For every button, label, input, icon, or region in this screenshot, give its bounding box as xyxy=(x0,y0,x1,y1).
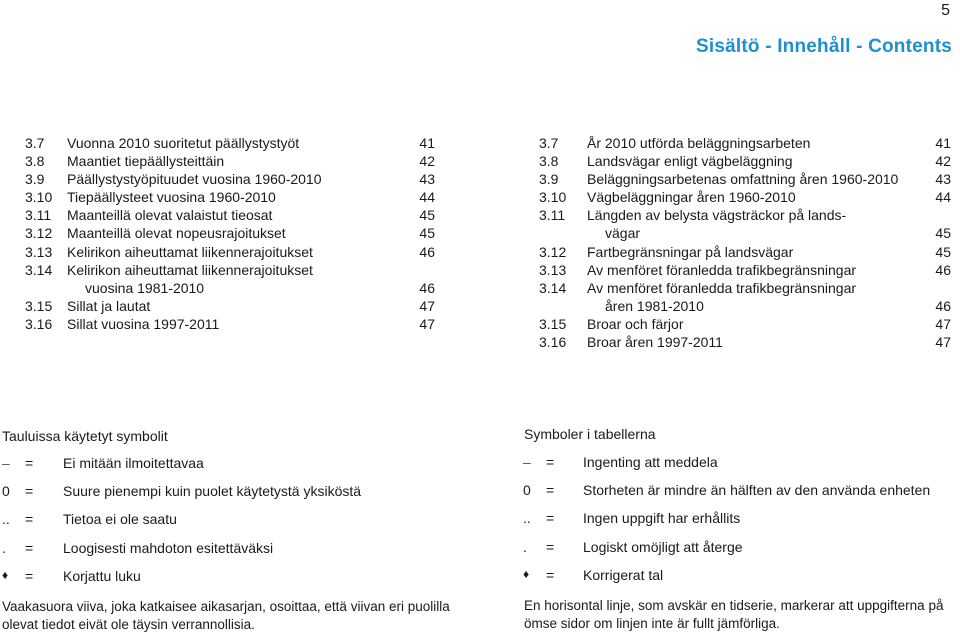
symbol-row xyxy=(2,455,442,473)
symbol-row xyxy=(523,454,960,472)
symbol-mark: 0 xyxy=(523,482,531,499)
toc-entry xyxy=(539,188,951,206)
toc-entry-number: 3.8 xyxy=(25,153,45,170)
toc-entry-page: 46 xyxy=(419,279,435,296)
toc-entry-number: 3.15 xyxy=(539,315,567,332)
symbol-meaning: Loogisesti mahdoton esitettäväksi xyxy=(63,539,274,556)
toc-entry-title: Maanteillä olevat valaistut tieosat xyxy=(67,207,273,224)
toc-entry xyxy=(25,170,435,188)
symbol-mark: 0 xyxy=(2,483,10,500)
symbol-equals: = xyxy=(546,538,555,555)
dash-icon: – xyxy=(523,454,531,470)
toc-entry-page: 44 xyxy=(935,189,951,206)
toc-entry-page: 47 xyxy=(935,315,951,332)
toc-entry-title: åren 1981-2010 xyxy=(605,297,704,314)
symbol-row xyxy=(523,539,960,557)
toc-entry-number: 3.14 xyxy=(25,261,53,278)
toc-entry xyxy=(539,152,951,170)
toc-entry-page: 41 xyxy=(935,135,951,151)
toc-entry xyxy=(25,315,435,333)
toc-entry-page: 45 xyxy=(419,225,435,242)
toc-entry-page: 46 xyxy=(419,243,435,260)
toc-entry xyxy=(539,134,951,152)
toc-entry xyxy=(539,261,951,279)
symbol-mark: . xyxy=(2,539,6,556)
toc-entry-page: 47 xyxy=(419,297,435,314)
diamond-icon: ♦ xyxy=(523,566,530,581)
toc-entry xyxy=(539,243,951,261)
symbols-note-fi: Vaakasuora viiva, joka katkaisee aikasarjan, osoittaa, että viivan eri puolilla olevat tiedot eivät ole täysin verrannollisia. xyxy=(2,599,450,632)
toc-entry-title: Broar och färjor xyxy=(587,315,684,332)
toc-entry-page: 45 xyxy=(935,243,951,260)
toc-entry-title: Broar åren 1997-2011 xyxy=(587,334,723,351)
toc-entry-number: 3.11 xyxy=(539,207,566,224)
symbol-equals: = xyxy=(25,511,34,528)
toc-entry-number: 3.9 xyxy=(25,171,45,188)
toc-entry-title: Beläggningsarbetenas omfattning åren 1960-2010 xyxy=(587,171,899,188)
toc-entry-number: 3.16 xyxy=(539,334,567,351)
symbols-note-sv: En horisontal linje, som avskär en tidserie, markerar att uppgifterna på ömse sidor om linjen inte är fullt jämförliga. xyxy=(524,598,944,631)
toc-entry-number: 3.10 xyxy=(539,189,567,206)
toc-entry xyxy=(25,152,435,170)
toc-entry-title: År 2010 utförda beläggningsarbeten xyxy=(587,135,811,151)
symbol-equals: = xyxy=(25,455,34,471)
symbol-equals: = xyxy=(25,539,34,556)
toc-entry-title: Fartbegränsningar på landsvägar xyxy=(587,243,794,260)
toc-entry-page: 44 xyxy=(419,189,435,206)
toc-entry xyxy=(25,188,435,206)
toc-entry-title: Vuonna 2010 suoritetut päällystystyöt xyxy=(67,135,300,151)
toc-entry-page: 43 xyxy=(419,171,435,188)
toc-entry-title: Päällystystyöpituudet vuosina 1960-2010 xyxy=(67,171,322,188)
toc-entry-number: 3.13 xyxy=(25,243,53,260)
toc-entry xyxy=(25,134,435,152)
toc-entry xyxy=(539,315,951,333)
toc-entry-page: 45 xyxy=(419,207,435,224)
toc-entry xyxy=(25,206,435,224)
toc-entry-title: Sillat vuosina 1997-2011 xyxy=(67,315,220,332)
toc-entry xyxy=(25,279,435,297)
toc-entry xyxy=(25,224,435,242)
toc-entry-number: 3.7 xyxy=(25,135,45,151)
symbol-mark: . xyxy=(523,538,527,555)
symbol-row xyxy=(523,482,960,500)
toc-entry-page: 42 xyxy=(419,153,435,170)
symbol-meaning: Logiskt omöjligt att återge xyxy=(583,538,743,555)
symbol-equals: = xyxy=(546,482,555,499)
toc-entry-number: 3.12 xyxy=(539,243,567,260)
toc-entry xyxy=(539,224,951,242)
toc-entry-page: 42 xyxy=(935,153,951,170)
toc-entry-title: Landsvägar enligt vägbeläggning xyxy=(587,153,793,170)
toc-entry xyxy=(539,279,951,297)
page-heading: Sisältö - Innehåll - Contents xyxy=(696,36,952,57)
toc-entry-page: 46 xyxy=(935,297,951,314)
symbol-equals: = xyxy=(546,454,555,470)
diamond-icon: ♦ xyxy=(2,567,9,582)
toc-entry-title: Av menföret föranledda trafikbegränsningar xyxy=(587,261,857,278)
toc-entry-title: vägar xyxy=(605,225,641,242)
toc-entry-title: Längden av belysta vägsträckor på lands- xyxy=(587,207,847,224)
symbol-row xyxy=(523,510,960,528)
toc-entry-title: Sillat ja lautat xyxy=(67,297,151,314)
toc-entry-page: 46 xyxy=(935,261,951,278)
symbol-meaning: Ingenting att meddela xyxy=(583,454,718,470)
symbol-meaning: Korrigerat tal xyxy=(583,566,664,583)
toc-entry-number: 3.13 xyxy=(539,261,567,278)
toc-entry-number: 3.12 xyxy=(25,225,53,242)
toc-entry-page: 47 xyxy=(419,315,435,332)
toc-entry-title: Kelirikon aiheuttamat liikennerajoitukset xyxy=(67,243,313,260)
toc-entry-number: 3.10 xyxy=(25,189,53,206)
dash-icon: – xyxy=(2,455,10,471)
toc-entry-page: 45 xyxy=(935,225,951,242)
symbol-meaning: Tietoa ei ole saatu xyxy=(63,511,177,528)
symbol-row xyxy=(2,511,442,529)
page-number: 5 xyxy=(941,2,950,19)
symbol-equals: = xyxy=(25,567,34,584)
toc-entry-title: Tiepäällysteet vuosina 1960-2010 xyxy=(67,189,276,206)
toc-entry-title: Kelirikon aiheuttamat liikennerajoitukset xyxy=(67,261,313,278)
toc-entry-title: Maantiet tiepäällysteittäin xyxy=(67,153,225,170)
symbol-row xyxy=(2,568,442,586)
toc-entry-page: 43 xyxy=(935,171,951,188)
toc-entry xyxy=(539,206,951,224)
toc-entry-number: 3.8 xyxy=(539,153,559,170)
toc-finnish xyxy=(25,134,435,333)
toc-swedish xyxy=(539,134,951,351)
symbol-equals: = xyxy=(546,510,555,527)
symbol-meaning: Storheten är mindre än hälften av den använda enheten xyxy=(583,482,931,499)
symbol-row xyxy=(523,567,960,585)
toc-entry xyxy=(25,261,435,279)
symbol-equals: = xyxy=(546,566,555,583)
symbol-meaning: Suure pienempi kuin puolet käytetystä yksiköstä xyxy=(63,483,362,500)
symbols-title-fi: Tauluissa käytetyt symbolit xyxy=(2,428,168,444)
toc-entry-page: 41 xyxy=(419,135,435,151)
symbol-meaning: Ei mitään ilmoitettavaa xyxy=(63,455,204,471)
symbol-mark: .. xyxy=(523,510,531,527)
symbol-equals: = xyxy=(25,483,34,500)
toc-entry xyxy=(25,297,435,315)
toc-entry-title: Maanteillä olevat nopeusrajoitukset xyxy=(67,225,286,242)
symbol-mark: .. xyxy=(2,511,10,528)
toc-entry-number: 3.9 xyxy=(539,171,559,188)
toc-entry-number: 3.14 xyxy=(539,279,567,296)
symbol-row xyxy=(2,483,442,501)
toc-entry-page: 47 xyxy=(935,334,951,351)
toc-entry-number: 3.16 xyxy=(25,315,53,332)
toc-entry xyxy=(539,333,951,351)
symbol-meaning: Korjattu luku xyxy=(63,567,141,584)
symbol-meaning: Ingen uppgift har erhållits xyxy=(583,510,741,527)
symbol-row xyxy=(2,540,442,558)
toc-entry xyxy=(539,170,951,188)
toc-entry xyxy=(539,297,951,315)
toc-entry-title: Vägbeläggningar åren 1960-2010 xyxy=(587,189,796,206)
toc-entry-title: vuosina 1981-2010 xyxy=(85,279,205,296)
toc-entry-number: 3.15 xyxy=(25,297,53,314)
toc-entry-title: Av menföret föranledda trafikbegränsningar xyxy=(587,279,857,296)
toc-entry-number: 3.7 xyxy=(539,135,559,151)
toc-entry xyxy=(25,243,435,261)
symbols-title-sv: Symboler i tabellerna xyxy=(524,426,656,442)
toc-entry-number: 3.11 xyxy=(25,207,52,224)
